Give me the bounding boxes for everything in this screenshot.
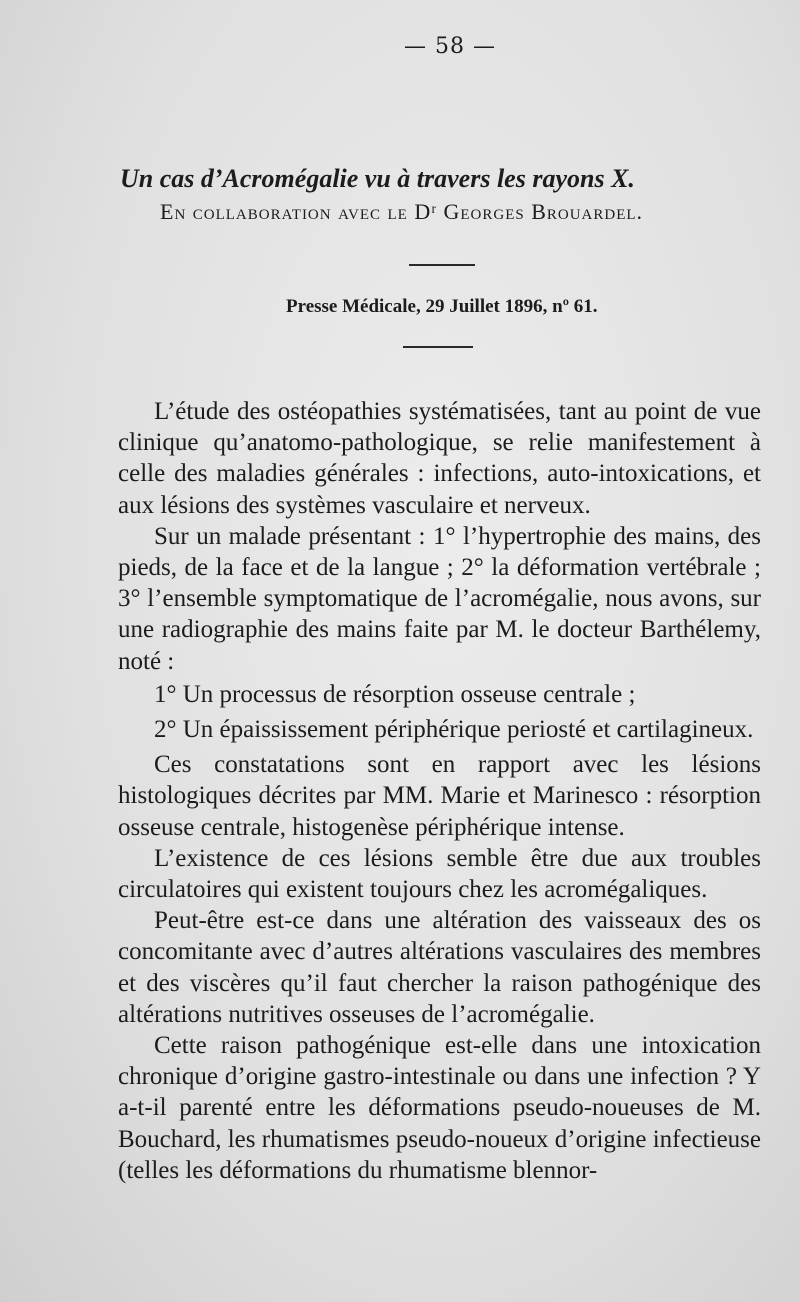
paragraph: Cette raison pathogénique est-elle dans une intoxication chronique d’origine gastro-intestinale ou dans une infection ? Y a-t-il parenté entre les déformations pseudo-noueuses de M. Bouchard, les rhumatismes pseudo-noueux d’origine infectieuse (telles les déformations du rhumatisme blennor- <box>118 1032 761 1184</box>
divider-rule <box>409 264 475 266</box>
page-number: — 58 — <box>404 34 496 59</box>
paragraph: Sur un malade présentant : 1° l’hypertrophie des mains, des pieds, de la face et de la langue ; 2° la déformation vertébrale ; 3° l’ensemble symptomatique de l’acromégalie, nous avons, sur une radiographie des mains faite par M. le docteur Barthélemy, noté : <box>118 522 761 675</box>
paragraph: Ces constatations sont en rapport avec les lésions histologiques décrites par MM. Marie et Marinesco : résorption osseuse centrale, histogenèse périphérique intense. <box>118 751 761 841</box>
article-subtitle: En collaboration avec le Dʳ Georges Brouardel. <box>160 199 644 224</box>
list-item: 2° Un épaississement périphérique periosté et cartilagineux. <box>154 716 754 744</box>
article-title: Un cas d’Acromégalie vu à travers les rayons X. <box>120 164 635 193</box>
paragraph: L’étude des ostéopathies systématisées, tant au point de vue clinique qu’anatomo-pathologique, se relie manifestement à celle des maladies générales : infections, auto-intoxications, et aux lésions des systèmes vasculaire et nerveux. <box>118 398 761 519</box>
paragraph: Peut-être est-ce dans une altération des vaisseaux des os concomitante avec d’autres altérations vasculaires des membres et des viscères qu’il faut chercher la raison pathogénique des altérations nutritives osseuses de l’acromégalie. <box>118 907 761 1028</box>
paragraph: L’existence de ces lésions semble être due aux troubles circulatoires qui existent toujours chez les acromégaliques. <box>118 844 761 904</box>
list-item: 1° Un processus de résorption osseuse centrale ; <box>154 680 636 708</box>
citation: Presse Médicale, 29 Juillet 1896, nº 61. <box>286 296 598 317</box>
divider-rule <box>403 346 473 348</box>
body-text <box>118 396 761 1186</box>
